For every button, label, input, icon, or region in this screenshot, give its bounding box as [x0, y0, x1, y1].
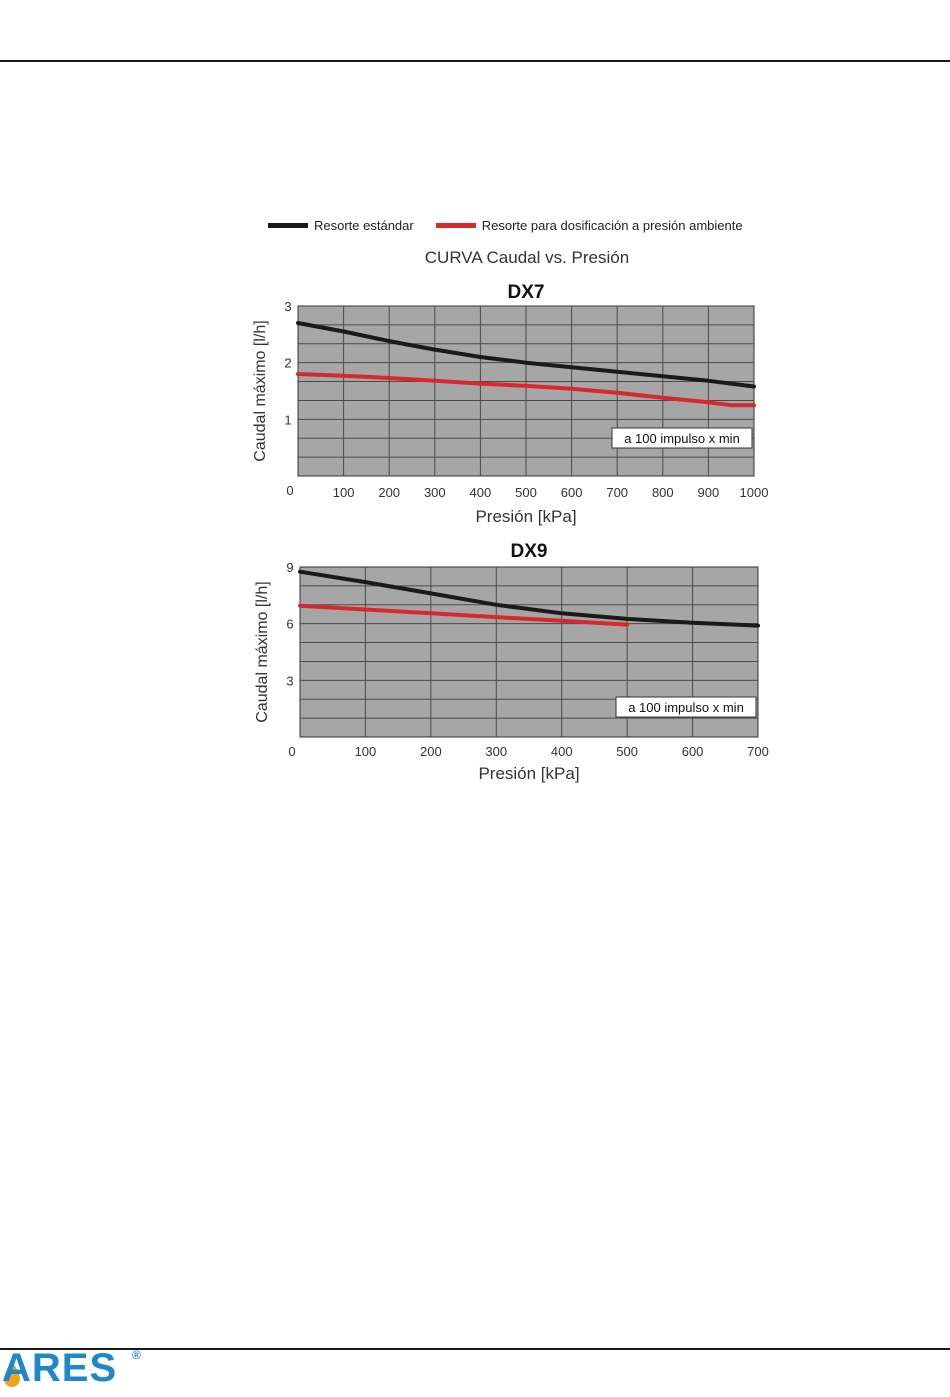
chart-title: DX9: [510, 541, 548, 562]
x-axis-label: Presión [kPa]: [478, 764, 580, 783]
y-tick-label: 3: [286, 673, 294, 689]
y-tick-label: 3: [284, 299, 292, 314]
legend-label: Resorte para dosificación a presión ambiente: [481, 217, 743, 233]
y-tick-label: 6: [286, 616, 294, 632]
legend-label: Resorte estándar: [314, 217, 414, 233]
y-tick-label: 9: [286, 560, 294, 575]
logo-text: ARES: [2, 1346, 118, 1390]
y-axis-label: Caudal máximo [l/h]: [254, 581, 271, 723]
x-tick-label: 400: [550, 744, 573, 759]
x-tick-label: 100: [354, 744, 377, 759]
x-tick-label: 900: [697, 485, 720, 500]
chart-title: DX7: [507, 282, 545, 303]
annotation-text: a 100 impulso x min: [624, 431, 740, 446]
registered-mark: ®: [132, 1348, 141, 1362]
x-tick-label: 1000: [739, 485, 769, 500]
x-tick-label: 500: [616, 744, 638, 759]
y-axis-label: Caudal máximo [l/h]: [252, 320, 269, 462]
x-tick-label: 700: [606, 485, 629, 500]
y-tick-label: 1: [284, 412, 292, 428]
x-tick-label: 200: [378, 485, 401, 500]
ares-logo: [2, 1346, 152, 1395]
x-tick-label: 700: [747, 744, 769, 759]
x-tick-label: 600: [560, 485, 583, 500]
x-tick-label: 100: [332, 485, 355, 500]
x-tick-label: 400: [469, 485, 492, 500]
annotation-text: a 100 impulso x min: [628, 700, 744, 715]
y-tick-label: 2: [284, 355, 292, 371]
x-tick-label: 800: [651, 485, 674, 500]
x-tick-label: 200: [420, 744, 442, 759]
x-tick-label: 300: [485, 744, 508, 759]
y-tick-label: 0: [288, 744, 296, 759]
x-axis-label: Presión [kPa]: [475, 507, 577, 526]
y-tick-label: 0: [286, 483, 294, 498]
chart-heading: CURVA Caudal vs. Presión: [424, 248, 630, 267]
x-tick-label: 500: [515, 485, 537, 500]
x-tick-label: 300: [423, 485, 446, 500]
x-tick-label: 600: [681, 744, 704, 759]
